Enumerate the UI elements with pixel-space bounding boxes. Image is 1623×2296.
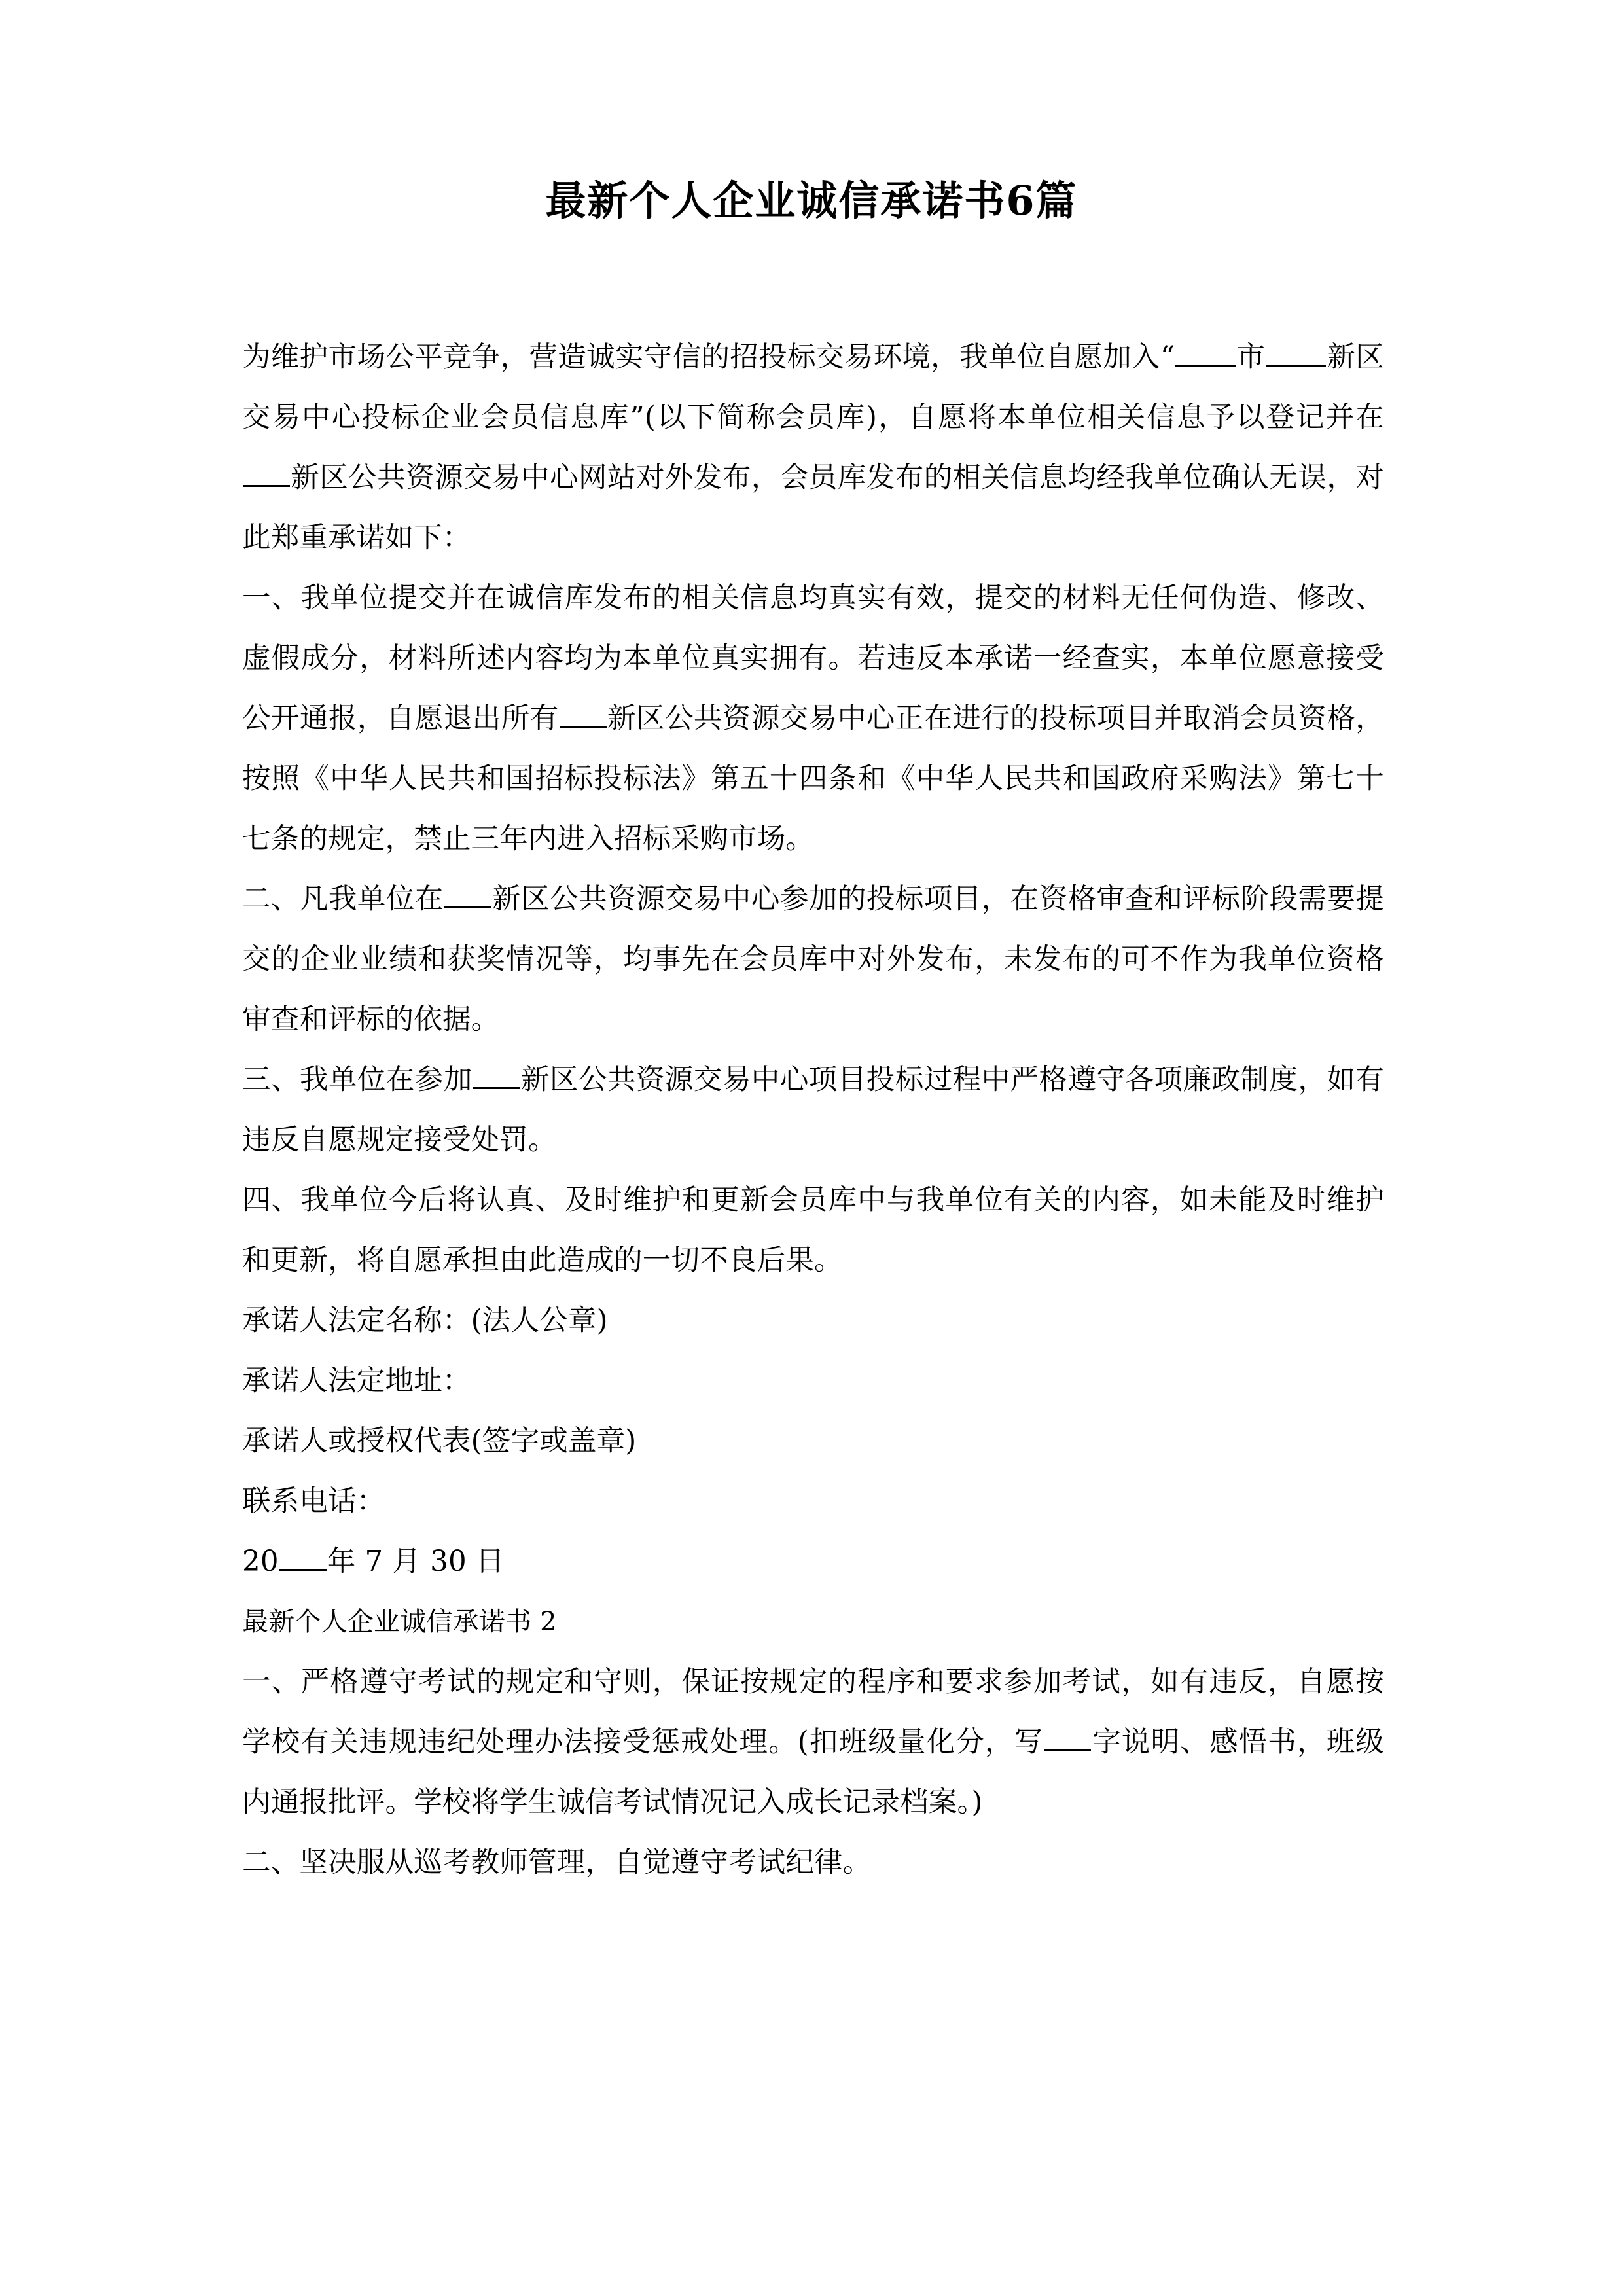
paragraph-intro (242, 327, 1384, 568)
fill-in-blank[interactable] (1044, 1725, 1091, 1751)
signature-legal-name (242, 1291, 1384, 1351)
paragraph-text: 一、严格遵守考试的规定和守则，保证按规定的程序和要求参加考试，如有违反，自愿按学校有关违规违纪处理办法接受惩戒处理。(扣班级量化分，写 (242, 1666, 1384, 1759)
paragraph-section2-item-one (242, 1652, 1384, 1833)
fill-in-blank[interactable] (1266, 340, 1326, 367)
paragraph-text: 字说明、感悟书，班级内通报批评。学校将学生诚信考试情况记入成长记录档案。) (242, 1726, 1384, 1819)
paragraph-text: 年 7 月 30 日 (327, 1545, 505, 1578)
fill-in-blank[interactable] (560, 701, 607, 728)
fill-in-blank[interactable] (444, 882, 491, 908)
paragraph-text: 市 (1236, 341, 1266, 374)
paragraph-text: 为维护市场公平竞争，营造诚实守信的招投标交易环境，我单位自愿加入“ (242, 341, 1175, 374)
paragraph-text: 联系电话： (242, 1485, 385, 1518)
fill-in-blank[interactable] (473, 1062, 520, 1089)
paragraph-text: 新区公共资源交易中心正在进行的投标项目并取消会员资格，按照《中华人民共和国招标投标法》第五十四条和《中华人民共和国政府采购法》第七十七条的规定，禁止三年内进入招标采购市场。 (242, 702, 1385, 855)
paragraph-text: 新区公共资源交易中心项目投标过程中严格遵守各项廉政制度，如有违反自愿规定接受处罚。 (242, 1064, 1384, 1157)
paragraph-text: 承诺人法定地址： (242, 1365, 471, 1397)
paragraph-item-three (242, 1050, 1384, 1170)
fill-in-blank[interactable] (243, 460, 290, 487)
paragraph-text: 新区公共资源交易中心参加的投标项目，在资格审查和评标阶段需要提交的企业业绩和获奖情况等，均事先在会员库中对外发布，未发布的可不作为我单位资格审查和评标的依据。 (242, 883, 1385, 1036)
fill-in-blank[interactable] (279, 1544, 327, 1571)
paragraph-text: 三、我单位在参加 (242, 1064, 473, 1096)
paragraph-text: 新区公共资源交易中心网站对外发布，会员库发布的相关信息均经我单位确认无误，对此郑重承诺如下： (242, 461, 1384, 554)
paragraph-item-two (242, 869, 1384, 1050)
paragraph-text: 二、坚决服从巡考教师管理，自觉遵守考试纪律。 (242, 1846, 872, 1879)
signature-representative (242, 1411, 1384, 1471)
paragraph-text: 二、凡我单位在 (242, 883, 444, 916)
signature-legal-address (242, 1351, 1384, 1411)
paragraph-text: 新区交易中心投标企业会员信息库”(以下简称会员库)，自愿将本单位相关信息予以登记并在 (242, 341, 1384, 434)
paragraph-text: 承诺人或授权代表(签字或盖章) (242, 1425, 637, 1458)
paragraph-text: 最新个人企业诚信承诺书 2 (242, 1607, 557, 1637)
paragraph-section2-item-two (242, 1833, 1384, 1893)
paragraph-text: 20 (242, 1545, 279, 1578)
paragraph-item-four (242, 1170, 1384, 1291)
fill-in-blank[interactable] (1175, 340, 1236, 367)
section-heading-two (242, 1592, 1384, 1652)
paragraph-text: 四、我单位今后将认真、及时维护和更新会员库中与我单位有关的内容，如未能及时维护和更新，将自愿承担由此造成的一切不良后果。 (242, 1184, 1384, 1277)
signature-contact-phone (242, 1471, 1384, 1532)
paragraph-item-one (242, 568, 1384, 869)
document-body (242, 327, 1384, 1893)
paragraph-text: 一、我单位提交并在诚信库发布的相关信息均真实有效，提交的材料无任何伪造、修改、虚假成分，材料所述内容均为本单位真实拥有。若违反本承诺一经查实，本单位愿意接受公开通报，自愿退出所有 (242, 582, 1384, 735)
page-title: 最新个人企业诚信承诺书6篇 (545, 177, 1078, 224)
signature-date (242, 1532, 1384, 1592)
paragraph-text: 承诺人法定名称：(法人公章) (242, 1304, 608, 1337)
